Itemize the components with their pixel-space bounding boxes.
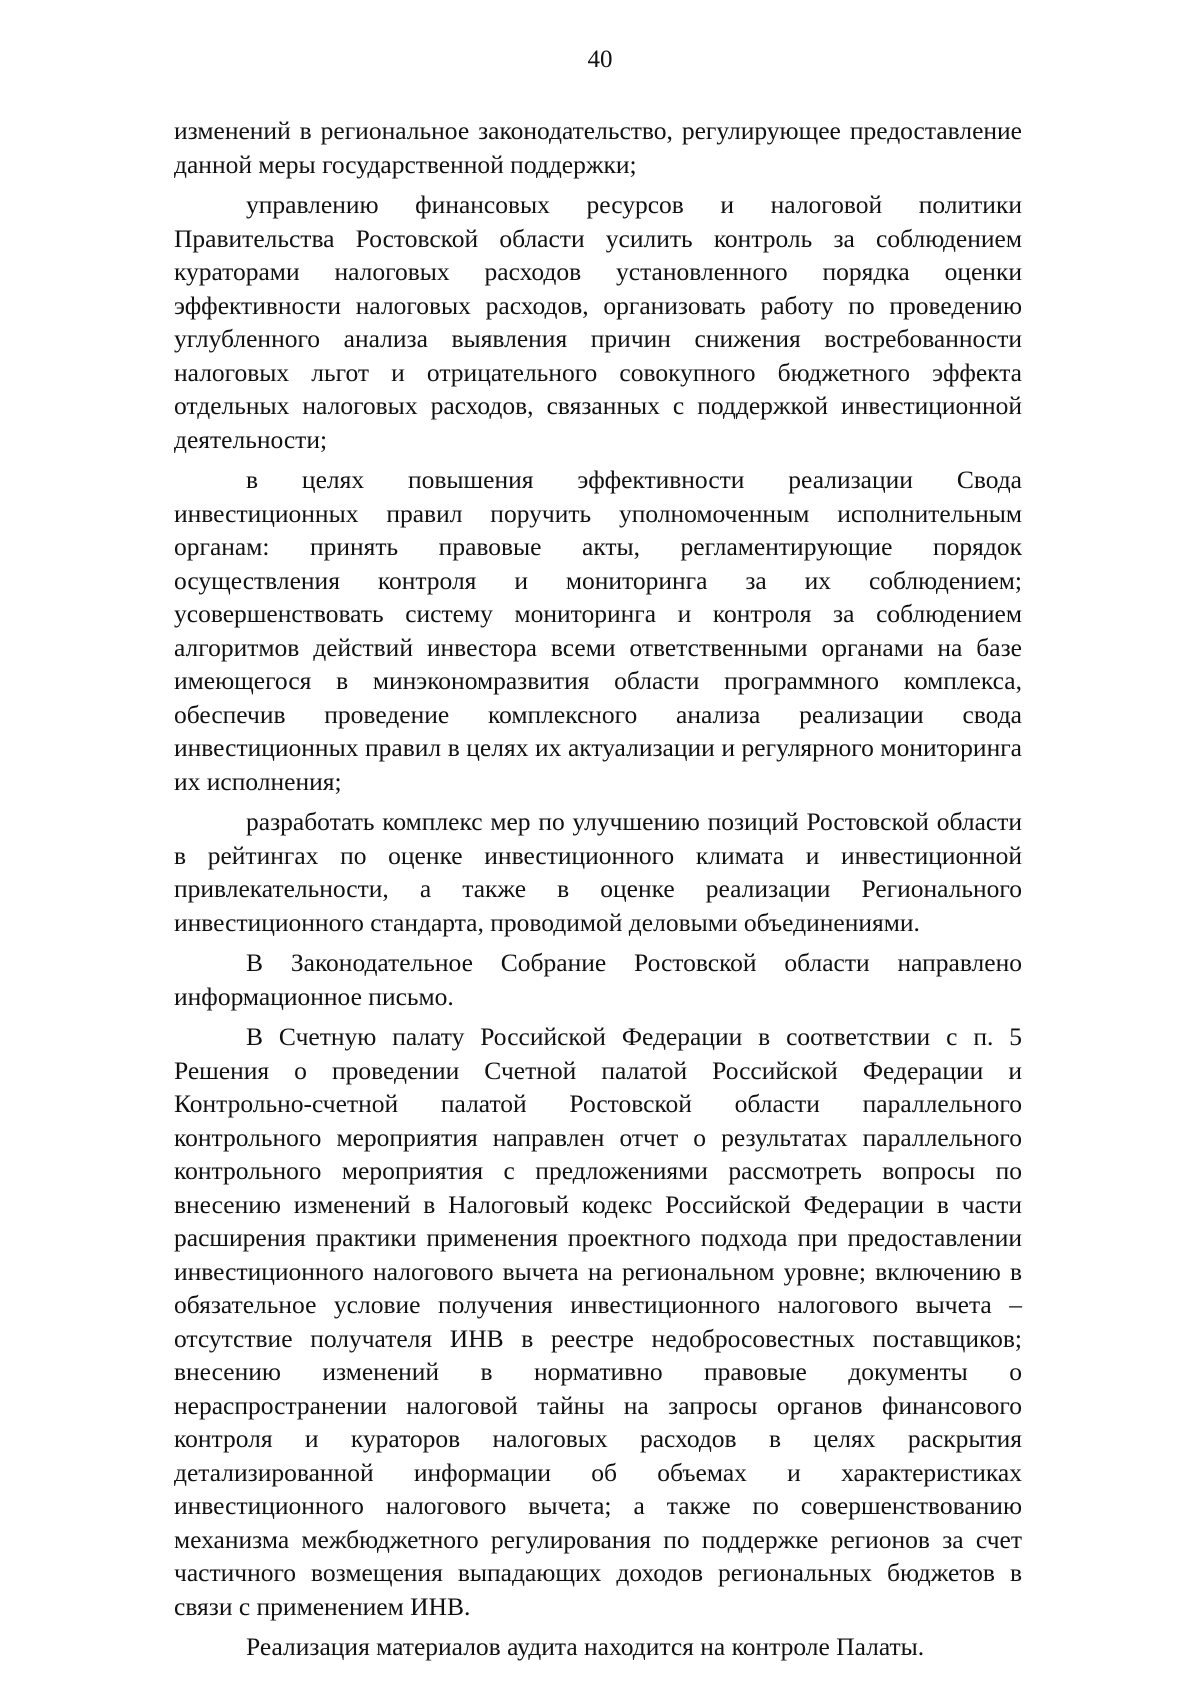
paragraph-tax-policy-control: управлению финансовых ресурсов и налоговой политики Правительства Ростовской области усилить контроль за соблюдением кураторами налоговых расходов установленного порядка оценки эффективности налоговых расходов, организовать работу по проведению углубленного анализа выявления причин снижения востребованности налоговых льгот и отрицательного совокупного бюджетного эффекта отдельных налоговых расходов, связанных с поддержкой инвестиционной деятельности;: [174, 190, 1022, 454]
paragraph-accounts-chamber: В Счетную палату Российской Федерации в соответствии с п. 5 Решения о проведении Счетной палатой Российской Федерации и Контрольно-счетной палатой Ростовской области параллельного контрольного мероприятия направлен отчет о результатах параллельного контрольного мероприятия с предложениями рассмотреть вопросы по внесению изменений в Налоговый кодекс Российской Федерации в части расширения практики применения проектного подхода при предоставлении инвестиционного налогового вычета на региональном уровне; включению в обязательное условие получения инвестиционного налогового вычета – отсутствие получателя ИНВ в реестре недобросовестных поставщиков; внесению изменений в нормативно правовые документы о нераспространении налоговой тайны на запросы органов финансового контроля и кураторов налоговых расходов в целях раскрытия детализированной информации об объемах и характеристиках инвестиционного налогового вычета; а также по совершенствованию механизма межбюджетного регулирования по поддержке регионов за счет частичного возмещения выпадающих доходов региональных бюджетов в связи с применением ИНВ.: [174, 1022, 1022, 1621]
page-number: 40: [587, 46, 613, 73]
document-body: [174, 114, 1022, 1671]
paragraph-continuation: изменений в региональное законодательство, регулирующее предоставление данной меры государственной поддержки;: [174, 116, 1022, 179]
paragraph-legislative-assembly: В Законодательное Собрание Ростовской области направлено информационное письмо.: [174, 948, 1022, 1011]
paragraph-investment-ratings: разработать комплекс мер по улучшению позиций Ростовской области в рейтингах по оценке инвестиционного климата и инвестиционной привлекательности, а также в оценке реализации Регионального инвестиционного стандарта, проводимой деловыми объединениями.: [174, 807, 1022, 937]
paragraph-investment-rules: в целях повышения эффективности реализации Свода инвестиционных правил поручить уполномоченным исполнительным органам: принять правовые акты, регламентирующие порядок осуществления контроля и мониторинга за их соблюдением; усовершенствовать систему мониторинга и контроля за соблюдением алгоритмов действий инвестора всеми ответственными органами на базе имеющегося в минэкономразвития области программного комплекса, обеспечив проведение комплексного анализа реализации свода инвестиционных правил в целях их актуализации и регулярного мониторинга их исполнения;: [174, 465, 1022, 796]
paragraph-audit-control: Реализация материалов аудита находится на контроле Палаты.: [246, 1632, 925, 1661]
